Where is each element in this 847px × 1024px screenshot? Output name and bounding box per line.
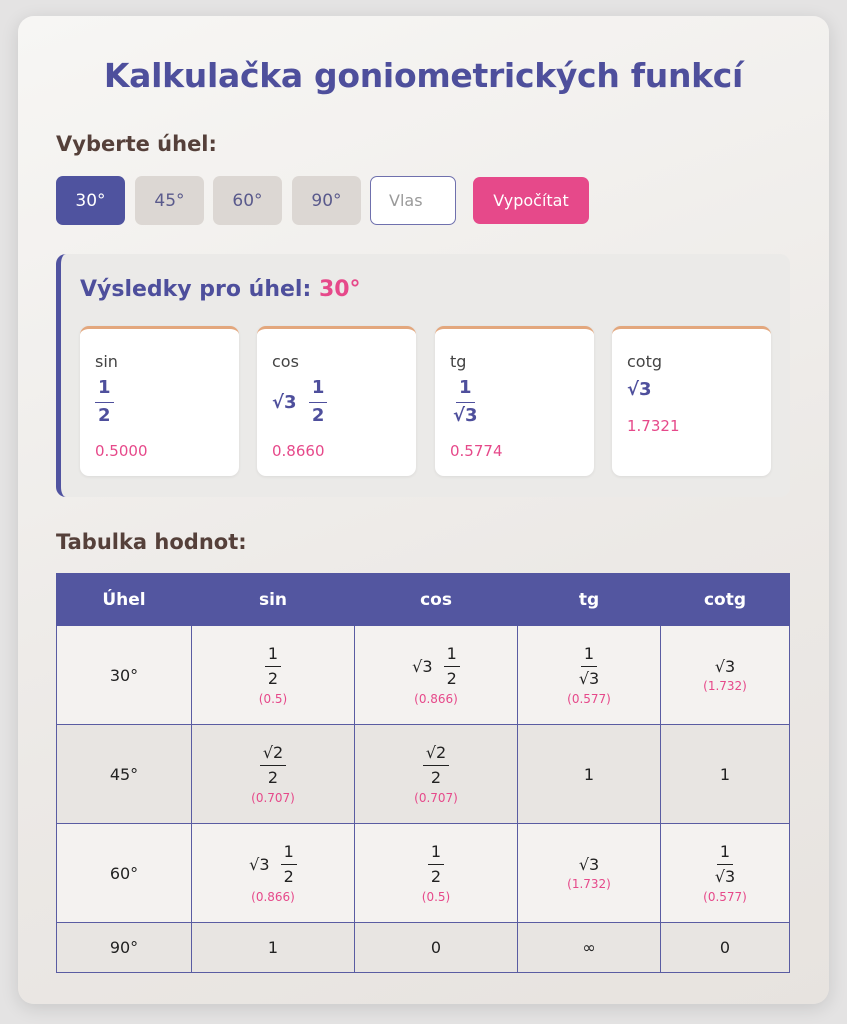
sin-cell: 1 xyxy=(192,923,355,973)
angle-button-60[interactable]: 60° xyxy=(213,176,282,225)
cell-value: √3 xyxy=(714,657,736,676)
decimal-approx: (1.732) xyxy=(703,679,747,693)
decimal-value: 1.7321 xyxy=(627,417,680,435)
decimal-approx: (1.732) xyxy=(567,877,611,891)
fraction-numerator: 1 xyxy=(265,644,281,667)
angle-button-30[interactable]: 30° xyxy=(56,176,125,225)
sin-cell xyxy=(192,626,355,725)
fraction-numerator: 1 xyxy=(444,644,460,667)
fraction xyxy=(712,842,738,887)
function-value xyxy=(450,377,481,427)
column-header-sin: sin xyxy=(192,574,355,626)
cotg-cell: 1 xyxy=(661,725,790,824)
cotg-cell: 0 xyxy=(661,923,790,973)
decimal-approx: (0.577) xyxy=(703,890,747,904)
fraction-numerator: 1 xyxy=(456,377,475,403)
tg-cell xyxy=(518,824,661,923)
fraction-numerator: 1 xyxy=(717,842,733,865)
decimal-value: 0.5000 xyxy=(95,442,148,460)
values-table xyxy=(56,573,790,973)
column-header-cotg: cotg xyxy=(661,574,790,626)
fraction xyxy=(428,842,444,887)
table-header-row xyxy=(57,574,790,626)
column-header-cos: cos xyxy=(355,574,518,626)
result-card-tg xyxy=(435,326,594,476)
fraction-numerator: 1 xyxy=(281,842,297,865)
cos-cell xyxy=(355,824,518,923)
angle-button-90[interactable]: 90° xyxy=(292,176,361,225)
decimal-approx: (0.707) xyxy=(414,791,458,805)
table-row xyxy=(57,923,790,973)
table-section-label: Tabulka hodnot: xyxy=(56,530,247,554)
table-row xyxy=(57,626,790,725)
function-name: tg xyxy=(450,352,467,371)
decimal-approx: (0.866) xyxy=(414,692,458,706)
fraction xyxy=(281,842,297,887)
calculate-button[interactable]: Vypočítat xyxy=(473,177,589,224)
function-value xyxy=(272,377,327,427)
table-row xyxy=(57,725,790,824)
fraction-denominator: 2 xyxy=(430,867,442,886)
custom-angle-input[interactable] xyxy=(370,176,456,225)
fraction xyxy=(423,743,449,788)
decimal-approx: (0.577) xyxy=(567,692,611,706)
decimal-approx: (0.707) xyxy=(251,791,295,805)
fraction-denominator: 2 xyxy=(267,768,279,787)
function-value: √3 xyxy=(627,379,652,400)
angle-cell: 45° xyxy=(57,725,192,824)
decimal-value: 0.5774 xyxy=(450,442,503,460)
column-header-angle: Úhel xyxy=(57,574,192,626)
fraction-denominator: 2 xyxy=(283,867,294,886)
angle-cell: 90° xyxy=(57,923,192,973)
fraction xyxy=(309,377,328,427)
angle-cell: 30° xyxy=(57,626,192,725)
tg-cell: ∞ xyxy=(518,923,661,973)
result-card-cos xyxy=(257,326,416,476)
fraction-denominator: 2 xyxy=(267,669,279,688)
fraction xyxy=(265,644,281,689)
sin-cell xyxy=(192,824,355,923)
cotg-cell xyxy=(661,626,790,725)
fraction xyxy=(95,377,114,427)
function-name: sin xyxy=(95,352,118,371)
angle-cell: 60° xyxy=(57,824,192,923)
cos-cell xyxy=(355,725,518,824)
fraction-denominator: 2 xyxy=(98,404,111,426)
function-name: cos xyxy=(272,352,299,371)
sqrt-value: √3 xyxy=(249,855,270,874)
fraction-numerator: 1 xyxy=(95,377,114,403)
fraction-denominator: 2 xyxy=(446,669,457,688)
results-title-prefix: Výsledky pro úhel: xyxy=(80,277,312,302)
fraction-denominator: 2 xyxy=(430,768,442,787)
fraction-numerator: 1 xyxy=(428,842,444,865)
cos-cell: 0 xyxy=(355,923,518,973)
decimal-approx: (0.866) xyxy=(251,890,295,904)
tg-cell xyxy=(518,626,661,725)
results-title xyxy=(80,277,361,302)
result-card-cotg xyxy=(612,326,771,476)
angle-section-label: Vyberte úhel: xyxy=(56,132,217,156)
fraction-numerator: √2 xyxy=(423,743,449,766)
fraction-numerator: 1 xyxy=(309,377,328,403)
result-card-sin xyxy=(80,326,239,476)
fraction xyxy=(576,644,602,689)
sin-cell xyxy=(192,725,355,824)
decimal-approx: (0.5) xyxy=(421,890,451,904)
results-angle: 30° xyxy=(318,277,361,302)
decimal-approx: (0.5) xyxy=(258,692,288,706)
sqrt-value: √3 xyxy=(412,657,433,676)
results-panel xyxy=(56,254,790,497)
sqrt-value: √3 xyxy=(272,391,297,413)
function-name: cotg xyxy=(627,352,663,371)
cell-value: √3 xyxy=(578,855,600,874)
fraction-numerator: √2 xyxy=(260,743,286,766)
page-title: Kalkulačka goniometrických funkcí xyxy=(103,56,744,95)
fraction xyxy=(260,743,286,788)
fraction-denominator: √3 xyxy=(578,669,600,688)
fraction-denominator: √3 xyxy=(453,404,478,426)
cos-cell xyxy=(355,626,518,725)
fraction-denominator: √3 xyxy=(714,867,736,886)
calculator-card xyxy=(18,16,829,1004)
cotg-cell xyxy=(661,824,790,923)
fraction xyxy=(450,377,481,427)
angle-button-45[interactable]: 45° xyxy=(135,176,204,225)
fraction-numerator: 1 xyxy=(581,644,597,667)
column-header-tg: tg xyxy=(518,574,661,626)
fraction xyxy=(444,644,460,689)
tg-cell: 1 xyxy=(518,725,661,824)
fraction-denominator: 2 xyxy=(311,404,325,426)
decimal-value: 0.8660 xyxy=(272,442,325,460)
table-row xyxy=(57,824,790,923)
function-value xyxy=(95,377,114,427)
